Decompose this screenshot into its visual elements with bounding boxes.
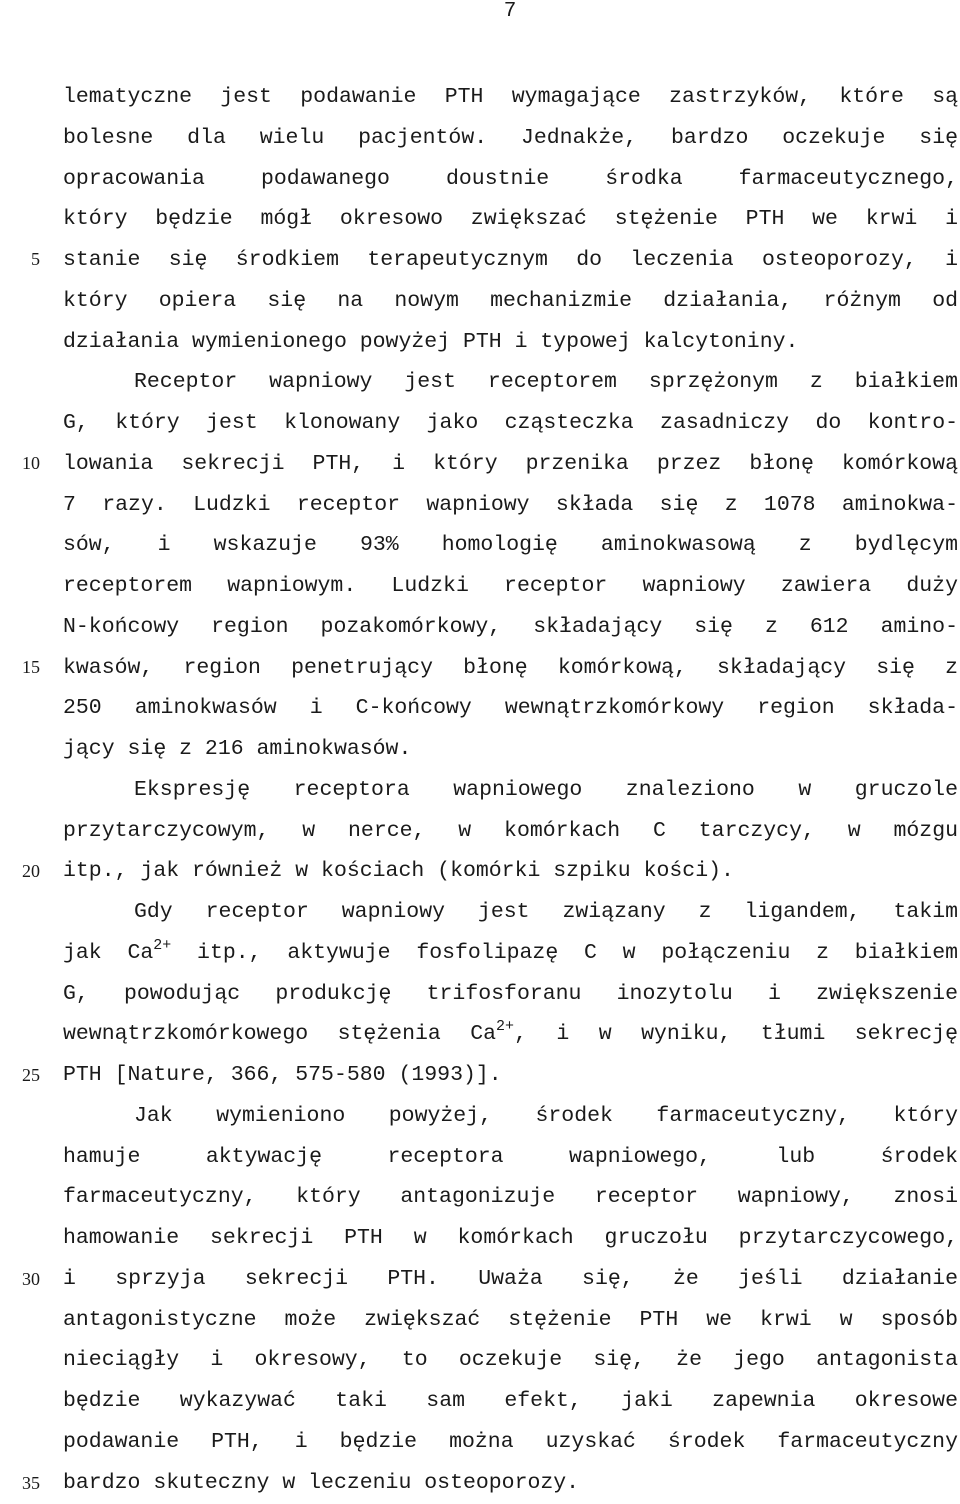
paragraph	[63, 362, 958, 770]
text-line: antagonistyczne może zwiększać stężenie PTH we krwi w sposób	[63, 1307, 958, 1332]
paragraph	[63, 77, 958, 362]
text-line: lematyczne jest podawanie PTH wymagające zastrzyków, które są	[63, 85, 958, 109]
text-line: bardzo skuteczny w leczeniu osteoporozy.	[63, 1470, 580, 1495]
text-line: nieciągły i okresowy, to oczekuje się, że jego antagonista	[63, 1348, 958, 1373]
text-fragment: itp., aktywuje fosfolipazę C w połączeniu z białkiem	[171, 940, 958, 965]
text-line: przytarczycowym, w nerce, w komórkach C tarczycy, w mózgu	[63, 818, 958, 843]
text-line: G, który jest klonowany jako cząsteczka zasadniczy do kontro-	[63, 411, 958, 435]
text-line: jący się z 216 aminokwasów.	[63, 737, 412, 761]
text-line: opracowania podawanego doustnie środka farmaceutycznego,	[63, 166, 958, 191]
text-line: N-końcowy region pozakomórkowy, składający się z 612 amino-	[63, 614, 958, 639]
text-fragment: wewnątrzkomórkowego stężenia Ca	[63, 1022, 497, 1047]
text-line: będzie wykazywać taki sam efekt, jaki zapewnia okresowe	[63, 1389, 958, 1413]
text-line	[63, 933, 958, 974]
text-line: hamowanie sekrecji PTH w komórkach gruczołu przytarczycowego,	[63, 1226, 958, 1250]
paragraph	[63, 1096, 958, 1504]
text-line: G, powodując produkcję trifosforanu inozytolu i zwiększenie	[63, 981, 958, 1006]
text-line: PTH [Nature, 366, 575-580 (1993)].	[63, 1063, 502, 1087]
text-line: i sprzyja sekrecji PTH. Uważa się, że jeśli działanie	[63, 1266, 958, 1291]
superscript: 2+	[496, 1018, 515, 1036]
document-body	[63, 77, 958, 1503]
text-line: receptorem wapniowym. Ludzki receptor wapniowy zawiera duży	[63, 574, 958, 598]
text-line: itp., jak również w kościach (komórki szpiku kości).	[63, 859, 734, 884]
text-line: podawanie PTH, i będzie można uzyskać środek farmaceutyczny	[63, 1429, 958, 1454]
text-line: bolesne dla wielu pacjentów. Jednakże, bardzo oczekuje się	[63, 125, 958, 150]
line-number-10: 10	[22, 453, 40, 473]
text-line: kwasów, region penetrujący błonę komórkową, składający się z	[63, 655, 958, 680]
text-line: działania wymienionego powyżej PTH i typowej kalcytoniny.	[63, 329, 799, 354]
text-line: który będzie mógł okresowo zwiększać stężenie PTH we krwi i	[63, 207, 958, 232]
page-number: 7	[503, 0, 517, 23]
text-line: Gdy receptor wapniowy jest związany z ligandem, takim	[134, 900, 958, 924]
text-line: 7 razy. Ludzki receptor wapniowy składa się z 1078 aminokwa-	[63, 492, 958, 517]
text-line: 250 aminokwasów i C-końcowy wewnątrzkomórkowy region składa-	[63, 696, 958, 721]
text-line: który opiera się na nowym mechanizmie działania, różnym od	[63, 288, 958, 313]
text-line: Jak wymieniono powyżej, środek farmaceutyczny, który	[134, 1103, 958, 1128]
paragraph	[63, 770, 958, 892]
line-number-5: 5	[31, 249, 40, 269]
text-line	[63, 1014, 958, 1055]
text-line: Ekspresję receptora wapniowego znaleziono w gruczole	[134, 777, 958, 802]
line-number-35: 35	[22, 1473, 40, 1493]
line-number-25: 25	[22, 1065, 40, 1085]
text-line: lowania sekrecji PTH, i który przenika przez błonę komórkową	[63, 451, 958, 476]
line-number-30: 30	[22, 1269, 40, 1289]
paragraph	[63, 892, 958, 1096]
text-line: farmaceutyczny, który antagonizuje receptor wapniowy, znosi	[63, 1185, 958, 1210]
superscript: 2+	[153, 936, 172, 954]
text-line: stanie się środkiem terapeutycznym do leczenia osteoporozy, i	[63, 248, 958, 272]
text-fragment: jak Ca	[63, 940, 154, 965]
text-line: Receptor wapniowy jest receptorem sprzężonym z białkiem	[134, 370, 958, 395]
line-number-15: 15	[22, 657, 40, 677]
text-fragment: , i w wyniku, tłumi sekrecję	[514, 1022, 958, 1047]
line-number-20: 20	[22, 861, 40, 881]
text-line: hamuje aktywację receptora wapniowego, lub środek	[63, 1144, 958, 1169]
text-line: sów, i wskazuje 93% homologię aminokwasową z bydlęcym	[63, 533, 958, 558]
